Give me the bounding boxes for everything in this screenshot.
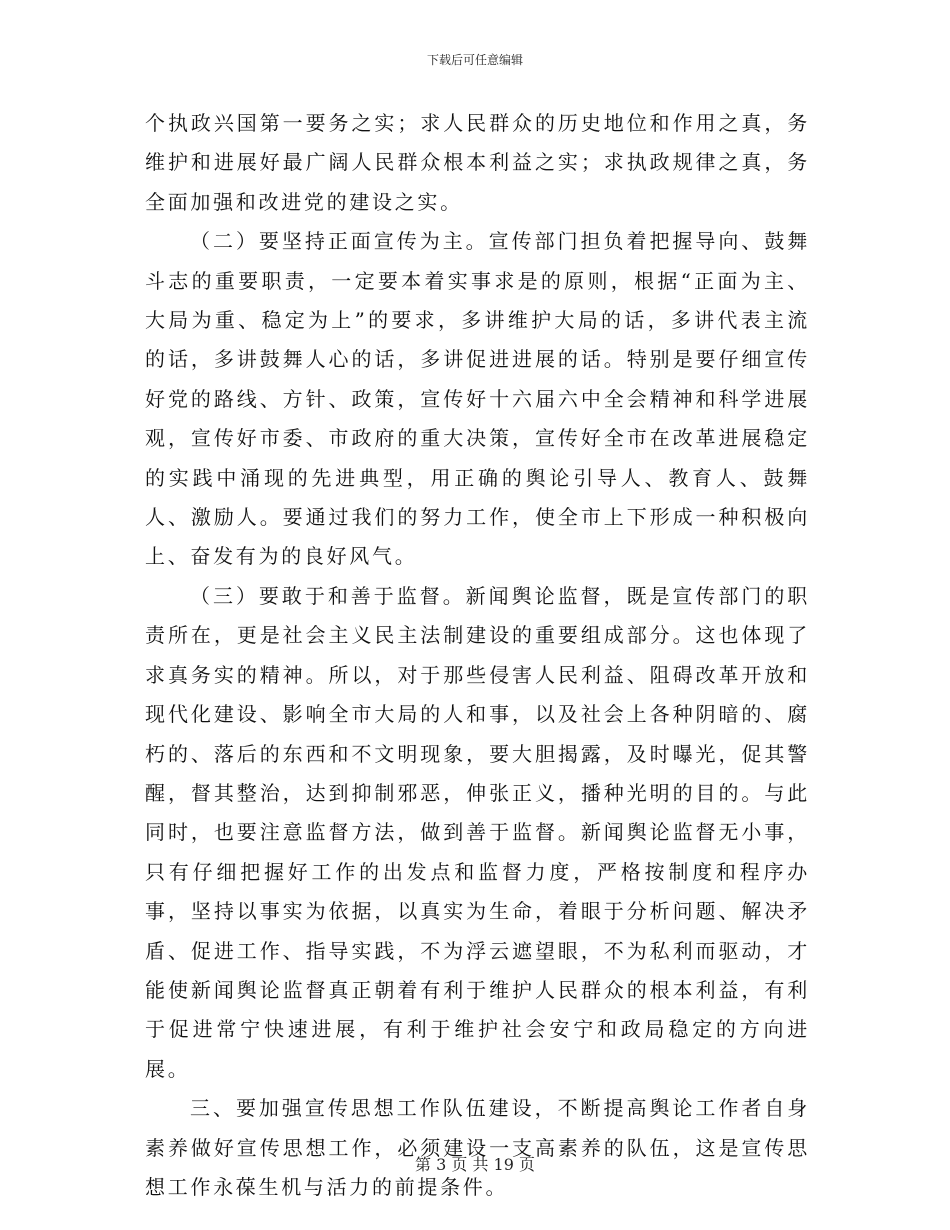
page-header: 下载后可任意编辑 <box>426 53 523 67</box>
document-body <box>145 104 810 1207</box>
page-number-footer: 第 3 页 共 19 页 <box>415 1155 535 1174</box>
paragraph-continuation: 个执政兴国第一要务之实；求人民群众的历史地位和作用之真，务维护和进展好最广阔人民群众根本利益之实；求执政规律之真，务全面加强和改进党的建设之实。 <box>145 111 810 214</box>
paragraph-positive-publicity: （二）要坚持正面宣传为主。宣传部门担负着把握导向、鼓舞斗志的重要职责，一定要本着实事求是的原则，根据“正面为主、大局为重、稳定为上”的要求，多讲维护大局的话，多讲代表主流的话，多讲鼓舞人心的话，多讲促进进展的话。特别是要仔细宣传好党的路线、方针、政策，宣传好十六届六中全会精神和科学进展观，宣传好市委、市政府的重大决策，宣传好全市在改革进展稳定的实践中涌现的先进典型，用正确的舆论引导人、教育人、鼓舞人、激励人。要通过我们的努力工作，使全市上下形成一种积极向上、奋发有为的良好风气。 <box>145 229 810 569</box>
paragraph-supervision: （三）要敢于和善于监督。新闻舆论监督，既是宣传部门的职责所在，更是社会主义民主法制建设的重要组成部分。这也体现了求真务实的精神。所以，对于那些侵害人民利益、阻碍改革开放和现代化建设、影响全市大局的人和事，以及社会上各种阴暗的、腐朽的、落后的东西和不文明现象，要大胆揭露，及时曝光，促其警醒，督其整治，达到抑制邪恶，伸张正义，播种光明的目的。与此同时，也要注意监督方法，做到善于监督。新闻舆论监督无小事，只有仔细把握好工作的出发点和监督力度，严格按制度和程序办事，坚持以事实为依据，以真实为生命，着眼于分析问题、解决矛盾、促进工作、指导实践，不为浮云遮望眼，不为私利而驱动，才能使新闻舆论监督真正朝着有利于维护人民群众的根本利益，有利于促进常宁快速进展，有利于维护社会安宁和政局稳定的方向进展。 <box>145 583 810 1081</box>
paragraph-team-building: 三、要加强宣传思想工作队伍建设，不断提高舆论工作者自身素养做好宣传思想工作，必须建设一支高素养的队伍，这是宣传思想工作永葆生机与活力的前提条件。 <box>145 1096 810 1199</box>
